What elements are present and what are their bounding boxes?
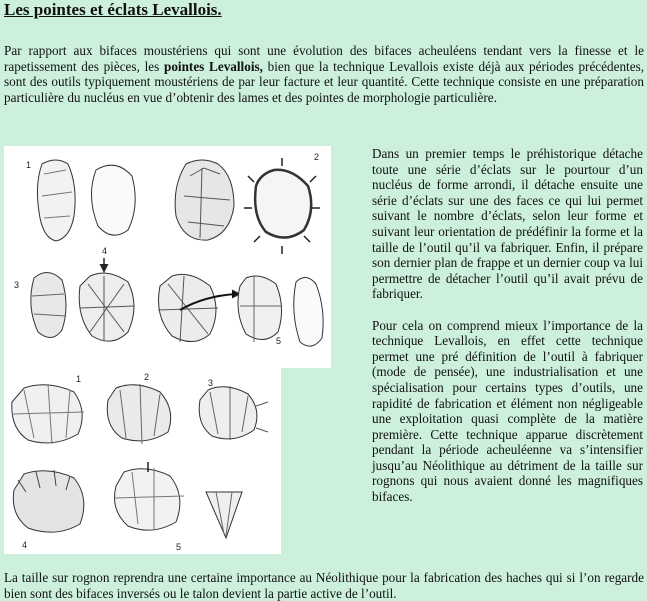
- footer-paragraph: La taille sur rognon reprendra une certaine importance au Néolithique pour la fabrication des haches qui si l’on regarde bien sont des bifaces inversés ou le talon devient la partie active de l’outil.: [4, 570, 644, 601]
- nucleus-drawings: [4, 146, 331, 368]
- page-title: Les pointes et éclats Levallois.: [4, 0, 222, 19]
- figure-label-5: 5: [276, 336, 282, 346]
- figure-label-2: 2: [314, 152, 320, 162]
- figure2-label-4: 4: [22, 540, 28, 550]
- figure2-label-2: 2: [144, 372, 150, 382]
- figure2-label-1: 1: [76, 374, 82, 384]
- point-drawings: [4, 368, 281, 554]
- figure2-label-5: 5: [176, 542, 182, 552]
- figure-label-1: 1: [26, 160, 32, 170]
- intro-text-start: Par rapport aux bifaces moustériens qui sont une évolution des bifaces acheuléens tendant vers la finesse et le rapetissement des pièces, les: [4, 43, 644, 74]
- figure2-label-3: 3: [208, 378, 214, 388]
- levallois-point-illustration: [4, 368, 281, 554]
- figure-label-3: 3: [14, 280, 20, 290]
- intro-text-end: bien que la technique Levallois existe déjà aux périodes précédentes, sont des outils typiquement moustériens de par leur facture et leur quantité. Cette technique consiste en une préparation particulière du nucléus en vue d’obtenir des lames et des pointes de morphologie particulière.: [4, 58, 644, 105]
- figure-label-4: 4: [102, 246, 108, 256]
- description-column: [372, 146, 643, 505]
- paragraph-technique-steps: Dans un premier temps le préhistorique détache toute une série d’éclats sur le pourtour d’un nucléus de forme arrondi, il détache ensuite une série d’éclats sur une des faces ce qui lui permet suivant le nombre d’éclats, selon leur forme et suivant leur orientation de prédéfinir la forme et la taille de l’outil qu’il va fabriquer. Enfin, il prépare son dernier plan de frappe et un dernier coup va lui permettre de détacher l’outil qu’il avait prévu de fabriquer.: [372, 146, 643, 302]
- levallois-nucleus-illustration: [4, 146, 331, 368]
- paragraph-technique-importance: Pour cela on comprend mieux l’importance de la technique Levallois, en effet cette technique permet une pré définition de l’outil à fabriquer (mode de pensée), une industrialisation et une spécialisation pour certains types d’outils, une rapidité de fabrication et élément non négligeable une exploitation quasi complète de la matière première. Cette technique apparue discrètement pendant la période acheuléenne va s’intensifier jusqu’au Néolithique au détriment de la taille sur rognons qui nous avaient donné les magnifiques bifaces.: [372, 317, 643, 505]
- intro-paragraph: [4, 43, 644, 105]
- intro-bold-term: pointes Levallois,: [164, 58, 263, 74]
